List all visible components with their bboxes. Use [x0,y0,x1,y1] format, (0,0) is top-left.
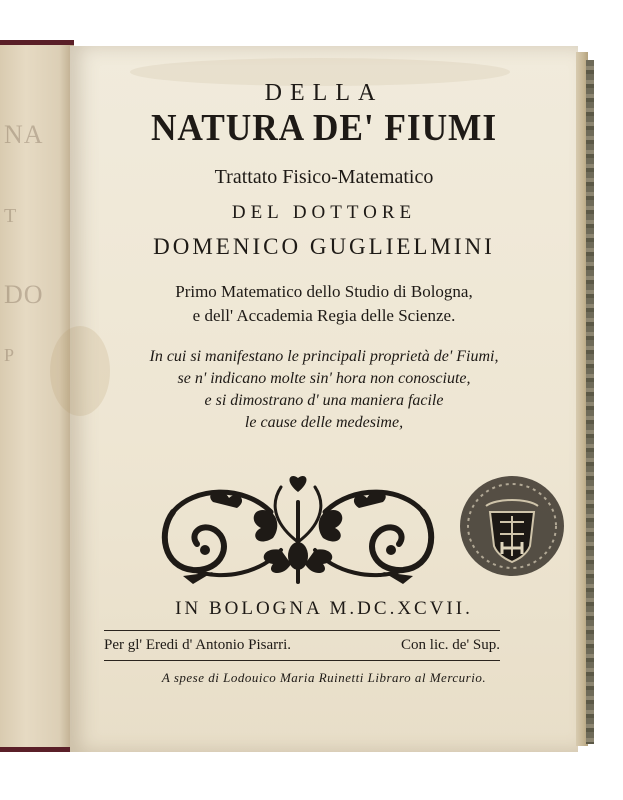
imprint-rule-top [104,630,500,631]
book-subtitle: Trattato Fisico-Matematico [214,166,434,188]
book-title: NATURA DE' FIUMI [150,107,498,149]
title-line-della: DELLA [264,80,384,106]
author-name: DOMENICO GUGLIELMINI [153,234,495,259]
description-line: se n' indicano molte sin' hora non conosciute, [177,370,471,387]
bleed-through-mark: P [4,345,16,365]
bleed-through-mark: DO [4,280,44,309]
author-prefix: DEL DOTTORE [231,202,417,223]
bleed-through-mark: T [4,205,18,227]
imprint-row [104,637,500,654]
library-stamp-icon [456,472,568,580]
license-note: Con lic. de' Sup. [401,637,500,653]
author-position-1: Primo Matematico dello Studio di Bologna, [175,282,473,301]
description-line: e si dimostrano d' una maniera facile [204,392,444,409]
bleed-through-mark: NA [4,120,44,149]
place-and-date: IN BOLOGNA M.DC.XCVII. [175,598,473,619]
author-position-2: e dell' Accademia Regia delle Scienze. [192,306,456,325]
acanthus-scroll-ornament-icon [153,472,443,588]
description-line: In cui si manifestano le principali proprietà de' Fiumi, [149,348,499,365]
marbled-cover-edge [586,60,594,744]
bookseller-line: A spese di Lodouico Maria Ruinetti Libraro al Mercurio. [161,670,487,685]
printer-name: Per gl' Eredi d' Antonio Pisarri. [104,637,292,653]
imprint-rule-bottom [104,660,500,661]
description-line: le cause delle medesime, [244,414,404,431]
